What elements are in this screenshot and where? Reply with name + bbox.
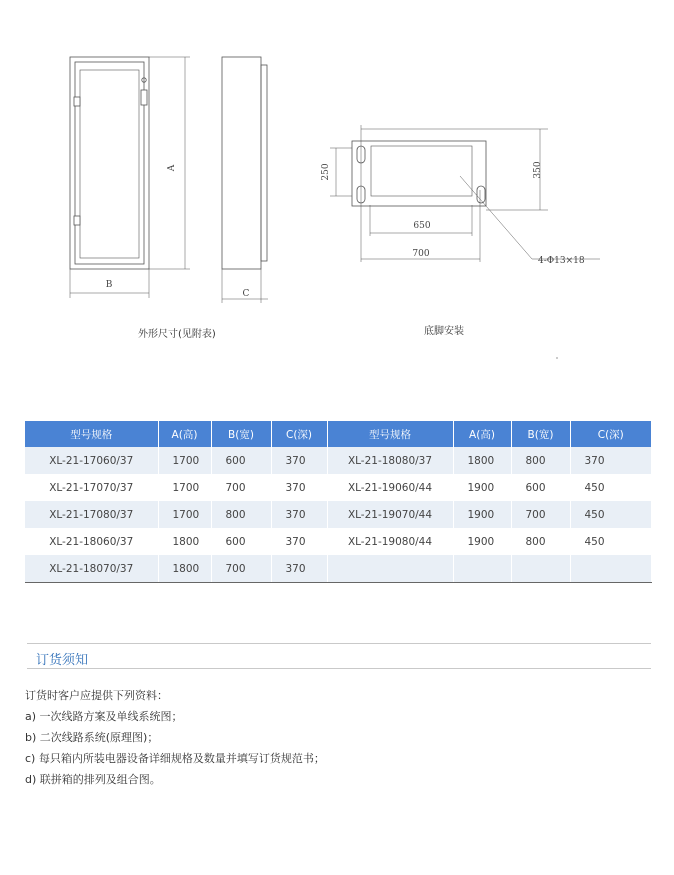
header-width-1: B(宽) xyxy=(211,421,271,447)
ordering-item-a: a) 一次线路方案及单线系统图； xyxy=(25,710,183,723)
table-cell: 450 xyxy=(570,528,651,555)
ordering-item-b: b) 二次线路系统(原理图)； xyxy=(25,731,159,744)
ordering-title: 订货须知 xyxy=(36,653,89,668)
table-cell: XL-21-18080/37 xyxy=(327,447,453,474)
table-cell: 1900 xyxy=(453,528,511,555)
table-cell: 1800 xyxy=(453,447,511,474)
table-cell: 1800 xyxy=(158,528,211,555)
table-cell: XL-21-19060/44 xyxy=(327,474,453,501)
table-cell: 450 xyxy=(570,474,651,501)
section-divider-bottom xyxy=(27,668,651,669)
table-cell xyxy=(570,555,651,583)
ordering-item-c: c) 每只箱内所装电器设备详细规格及数量并填写订货规范书； xyxy=(25,752,325,765)
section-divider-top xyxy=(27,643,651,644)
table-cell: 1900 xyxy=(453,501,511,528)
ordering-notes xyxy=(25,685,325,790)
table-cell: 370 xyxy=(271,447,327,474)
table-cell xyxy=(511,555,570,583)
table-cell: 1700 xyxy=(158,501,211,528)
table-cell: XL-21-17060/37 xyxy=(25,447,158,474)
table-cell: 370 xyxy=(271,528,327,555)
table-cell xyxy=(453,555,511,583)
table-cell: 1700 xyxy=(158,474,211,501)
ordering-intro: 订货时客户应提供下列资料： xyxy=(25,689,168,702)
table-cell xyxy=(327,555,453,583)
table-cell: XL-21-17070/37 xyxy=(25,474,158,501)
front-view xyxy=(70,57,190,298)
door-handle xyxy=(141,90,147,105)
table-cell: 700 xyxy=(211,474,271,501)
table-cell: 1900 xyxy=(453,474,511,501)
dimension-label-c: C xyxy=(242,289,250,299)
table-cell: XL-21-18060/37 xyxy=(25,528,158,555)
table-cell: 700 xyxy=(211,555,271,583)
table-cell: 600 xyxy=(211,447,271,474)
header-depth-2: C(深) xyxy=(570,421,651,447)
technical-drawings xyxy=(0,0,674,360)
header-width-2: B(宽) xyxy=(511,421,570,447)
caption-outline-dimensions: 外形尺寸(见附表) xyxy=(138,329,216,340)
table-cell: 600 xyxy=(511,474,570,501)
dimension-700: 700 xyxy=(412,249,430,259)
dimension-350: 350 xyxy=(533,161,543,179)
header-model-1: 型号规格 xyxy=(25,421,158,447)
table-row xyxy=(25,501,651,528)
table-cell: XL-21-17080/37 xyxy=(25,501,158,528)
table-cell: XL-21-19070/44 xyxy=(327,501,453,528)
table-cell: 370 xyxy=(570,447,651,474)
table-row xyxy=(25,528,651,555)
table-cell: 800 xyxy=(511,447,570,474)
table-header-row xyxy=(25,421,651,447)
table-cell: 370 xyxy=(271,501,327,528)
table-cell: 370 xyxy=(271,474,327,501)
spec-table xyxy=(25,421,652,583)
dimension-label-a: A xyxy=(167,164,177,172)
table-row xyxy=(25,447,651,474)
table-cell: XL-21-18070/37 xyxy=(25,555,158,583)
header-model-2: 型号规格 xyxy=(327,421,453,447)
table-cell: 700 xyxy=(511,501,570,528)
table-cell: 1700 xyxy=(158,447,211,474)
table-cell: 370 xyxy=(271,555,327,583)
table-cell: 600 xyxy=(211,528,271,555)
dimension-250: 250 xyxy=(321,163,331,181)
header-depth-1: C(深) xyxy=(271,421,327,447)
table-cell: XL-21-19080/44 xyxy=(327,528,453,555)
table-cell: 450 xyxy=(570,501,651,528)
ordering-item-d: d) 联拼箱的排列及组合图。 xyxy=(25,773,161,786)
table-cell: 800 xyxy=(511,528,570,555)
dimension-650: 650 xyxy=(413,221,431,231)
dimension-label-b: B xyxy=(105,280,113,290)
side-view xyxy=(222,57,268,303)
header-height-2: A(高) xyxy=(453,421,511,447)
table-cell: 1800 xyxy=(158,555,211,583)
hinge-top xyxy=(74,97,80,106)
hole-note: 4-Φ13×18 xyxy=(538,256,585,266)
hinge-bottom xyxy=(74,216,80,225)
header-height-1: A(高) xyxy=(158,421,211,447)
table-row xyxy=(25,555,651,583)
table-row xyxy=(25,474,651,501)
table-cell: 800 xyxy=(211,501,271,528)
caption-base-installation: 底脚安装 xyxy=(424,326,464,337)
base-view xyxy=(330,125,600,262)
scan-speck xyxy=(556,357,558,359)
